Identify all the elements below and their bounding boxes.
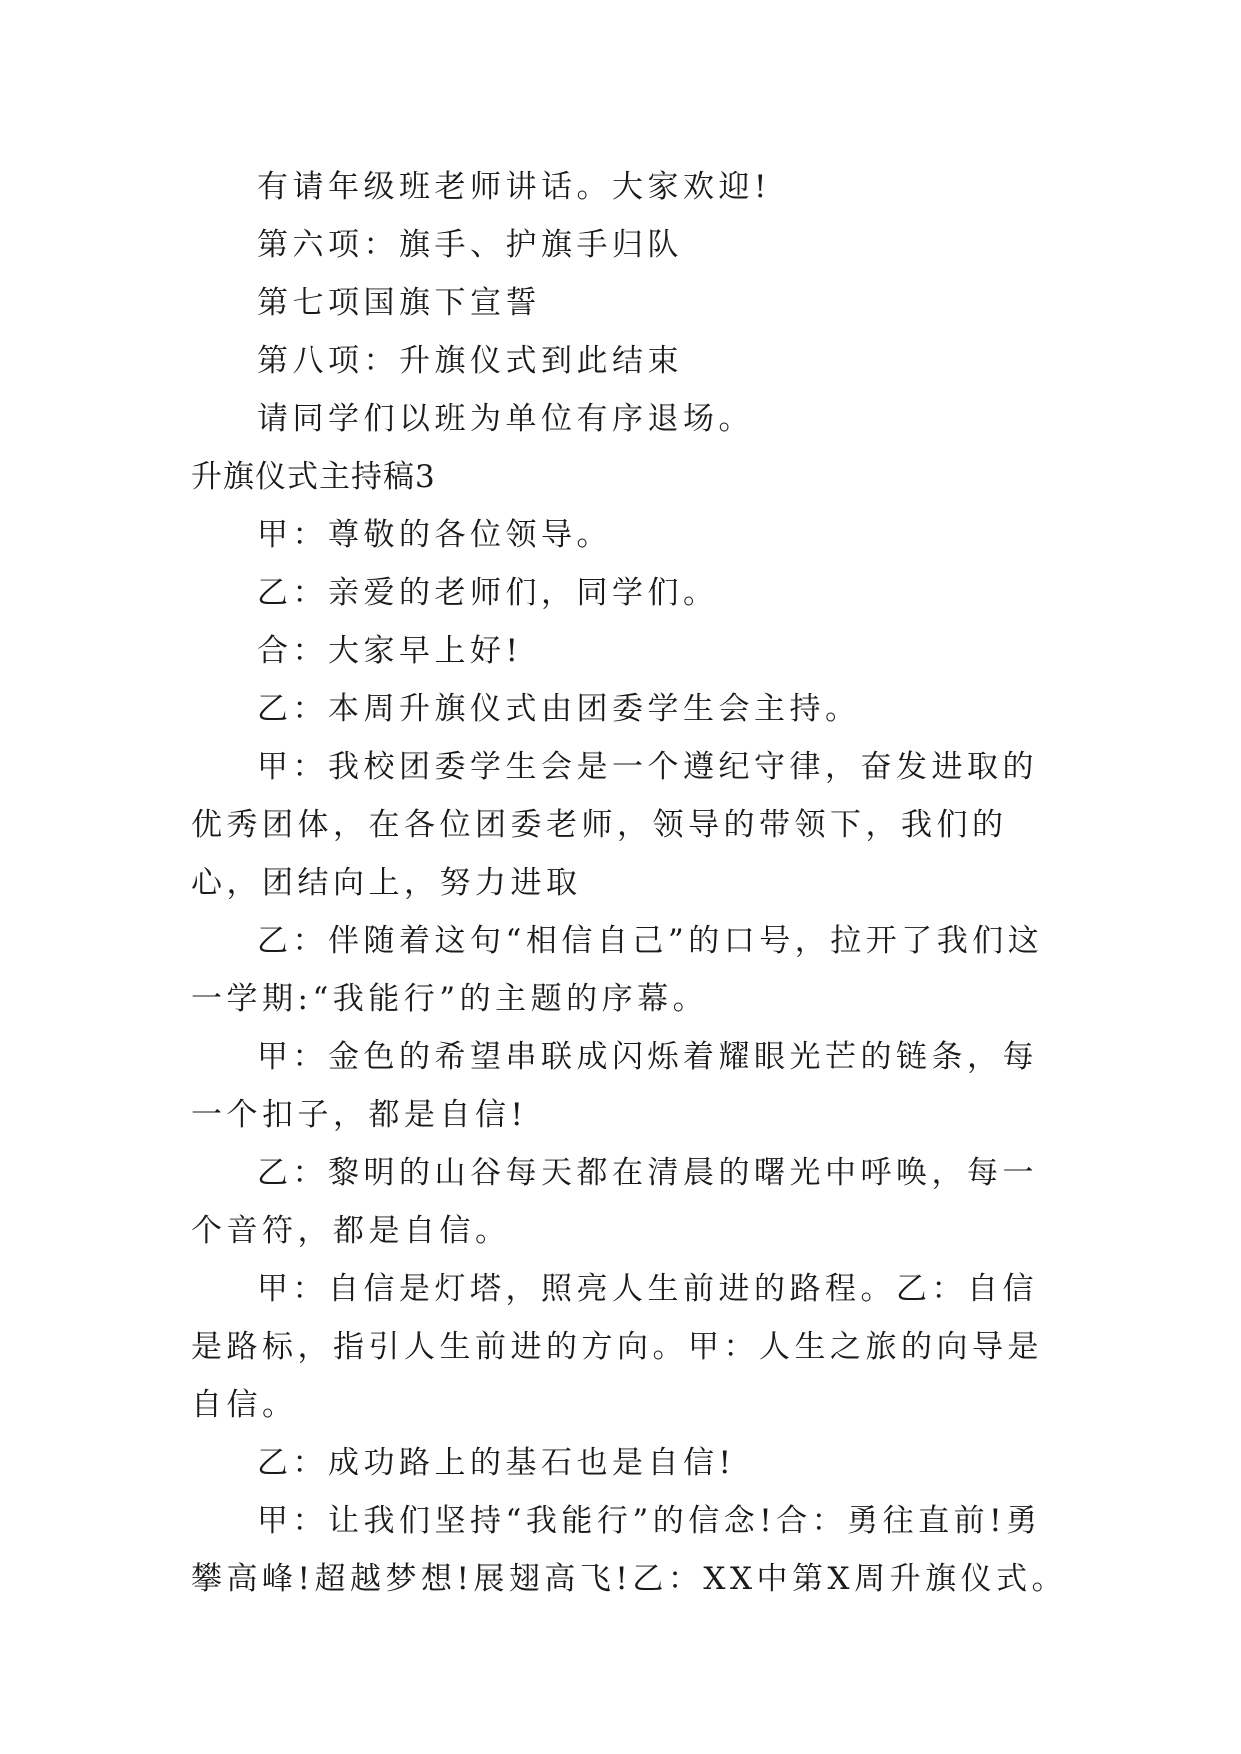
- paragraph: 乙：黎明的山谷每天都在清晨的曙光中呼唤，每一个音符，都是自信。: [191, 1155, 1038, 1249]
- paragraph: 请同学们以班为单位有序退场。: [257, 401, 754, 437]
- paragraph: 第八项：升旗仪式到此结束: [257, 343, 683, 379]
- paragraph: 乙：伴随着这句“相信自己”的口号，拉开了我们这一学期:“我能行”的主题的序幕。: [191, 923, 1044, 1017]
- paragraph: 甲：我校团委学生会是一个遵纪守律，奋发进取的优秀团体，在各位团委老师，领导的带领下，我们的心，团结向上，努力进取: [191, 749, 1038, 901]
- paragraph: 乙：亲爱的老师们，同学们。: [257, 575, 719, 611]
- paragraph: 甲：尊敬的各位领导。: [257, 517, 612, 553]
- section-heading: 升旗仪式主持稿3: [191, 459, 436, 495]
- paragraph: 有请年级班老师讲话。大家欢迎!: [257, 169, 771, 205]
- paragraph: 第七项国旗下宣誓: [257, 285, 541, 321]
- paragraph: 甲：让我们坚持“我能行”的信念!合：勇往直前!勇攀高峰!超越梦想!展翅高飞!乙：XX中第X周升旗仪式。: [191, 1503, 1068, 1597]
- paragraph: 第六项：旗手、护旗手归队: [257, 227, 683, 263]
- document-page: [191, 158, 1071, 1608]
- paragraph: 乙：成功路上的基石也是自信!: [257, 1445, 736, 1481]
- paragraph: 合：大家早上好!: [257, 633, 523, 669]
- paragraph: 甲：自信是灯塔，照亮人生前进的路程。乙：自信是路标，指引人生前进的方向。甲：人生之旅的向导是自信。: [191, 1271, 1043, 1423]
- paragraph: 甲：金色的希望串联成闪烁着耀眼光芒的链条，每一个扣子，都是自信!: [191, 1039, 1038, 1133]
- paragraph: 乙：本周升旗仪式由团委学生会主持。: [257, 691, 861, 727]
